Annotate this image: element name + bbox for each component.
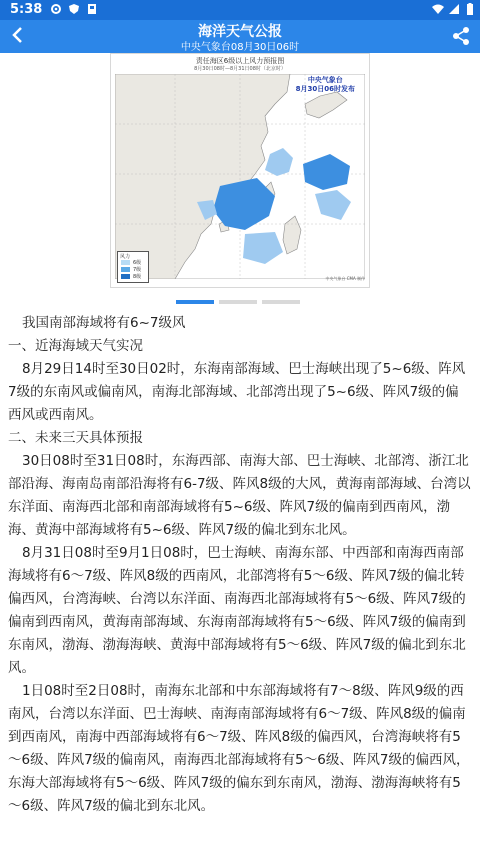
share-icon[interactable] — [452, 26, 470, 46]
bulletin-content — [8, 312, 472, 818]
settings-icon — [50, 3, 62, 15]
carousel-dot-2[interactable] — [219, 300, 257, 304]
map-canvas — [115, 74, 365, 279]
app-bar — [0, 20, 480, 53]
battery-icon — [466, 3, 474, 15]
map-title: 责任海区6级以上风力预报图 — [195, 57, 285, 65]
map-issuer — [296, 76, 355, 94]
legend-label: 7级 — [133, 267, 142, 273]
legend-swatch — [121, 260, 130, 265]
sd-card-icon — [86, 3, 98, 15]
map-credit: 中央气象台 CMA 制作 — [325, 276, 365, 281]
legend-swatch — [121, 267, 130, 272]
map-issuer-line1: 中央气象台 — [307, 76, 343, 84]
wind-forecast-map[interactable] — [110, 53, 370, 288]
legend-item — [121, 274, 145, 280]
legend-swatch — [121, 274, 130, 279]
page-subtitle: 中央气象台08月30日06时 — [180, 42, 300, 53]
forecast-day3-paragraph: 1日08时至2日08时，南海东北部和中东部海域将有7～8级、阵风9级的西南风，台湾以东洋面、巴士海峡、南海南部海域将有6～7级、阵风8级的偏南到西南风，南海中西部海域将有6～7级、阵风8级的偏西风，台湾海峡将有5～6级、阵风7级的偏南风，南海西北部海域将有5～6级、阵风7级的偏西风，东海大部海域将有5～6级、阵风7级的偏东到东南风，渤海、渤海海峡将有5～6级、阵风7级的偏北到东北风。 — [8, 683, 470, 814]
shield-icon — [68, 3, 80, 15]
forecast-day1-paragraph: 30日08时至31日08时，东海西部、南海大部、巴士海峡、北部湾、浙江北部沿海、海南岛南部沿海将有6-7级、阵风8级的大风，黄海南部海域、台湾以东洋面、南海西北部和南部海域将有5~6级、阵风7级的偏南到西南风，渤海、黄海中部海域将有5~6级、阵风7级的偏北到东北风。 — [8, 453, 471, 538]
carousel-dot-1[interactable] — [176, 300, 214, 304]
legend-title: 风力 — [120, 254, 131, 260]
map-legend — [117, 251, 149, 283]
legend-label: 8级 — [133, 274, 142, 280]
map-issuer-line2: 8月30日06时发布 — [295, 85, 355, 93]
observation-paragraph: 8月29日14时至30日02时，东海南部海域、巴士海峡出现了5~6级、阵风7级的东南风或偏南风，南海北部海域、北部湾出现了5~6级、阵风7级的偏西风或西南风。 — [8, 361, 466, 423]
legend-label: 6级 — [133, 260, 142, 266]
section-heading-1: 一、近海海域天气实况 — [8, 338, 143, 354]
wifi-icon — [432, 3, 444, 15]
section-heading-2: 二、未来三天具体预报 — [8, 430, 143, 446]
forecast-day2-paragraph: 8月31日08时至9月1日08时，巴士海峡、南海东部、中西部和南海西南部海域将有6～7级、阵风8级的西南风，北部湾将有5～6级、阵风7级的偏北转偏西风，台湾海峡、台湾以东洋面、南海西北部海域将有5～6级、阵风7级的偏南到西南风，黄海南部海域、东海南部海域将有5～6级、阵风7级的偏南到东南风，渤海、渤海海峡、黄海中部海域将有5～6级、阵风7级的偏北到东北风。 — [8, 545, 466, 676]
page-title: 海洋天气公报 — [198, 24, 282, 40]
signal-icon — [448, 3, 460, 15]
status-time: 5:38 — [10, 2, 43, 17]
bulletin-lead: 我国南部海域将有6~7级风 — [22, 315, 186, 331]
carousel-dot-3[interactable] — [262, 300, 300, 304]
status-bar — [0, 0, 480, 20]
carousel-indicator — [176, 300, 300, 304]
map-subtitle: 8月30日08时—8月31日08时（北京时） — [194, 66, 286, 72]
